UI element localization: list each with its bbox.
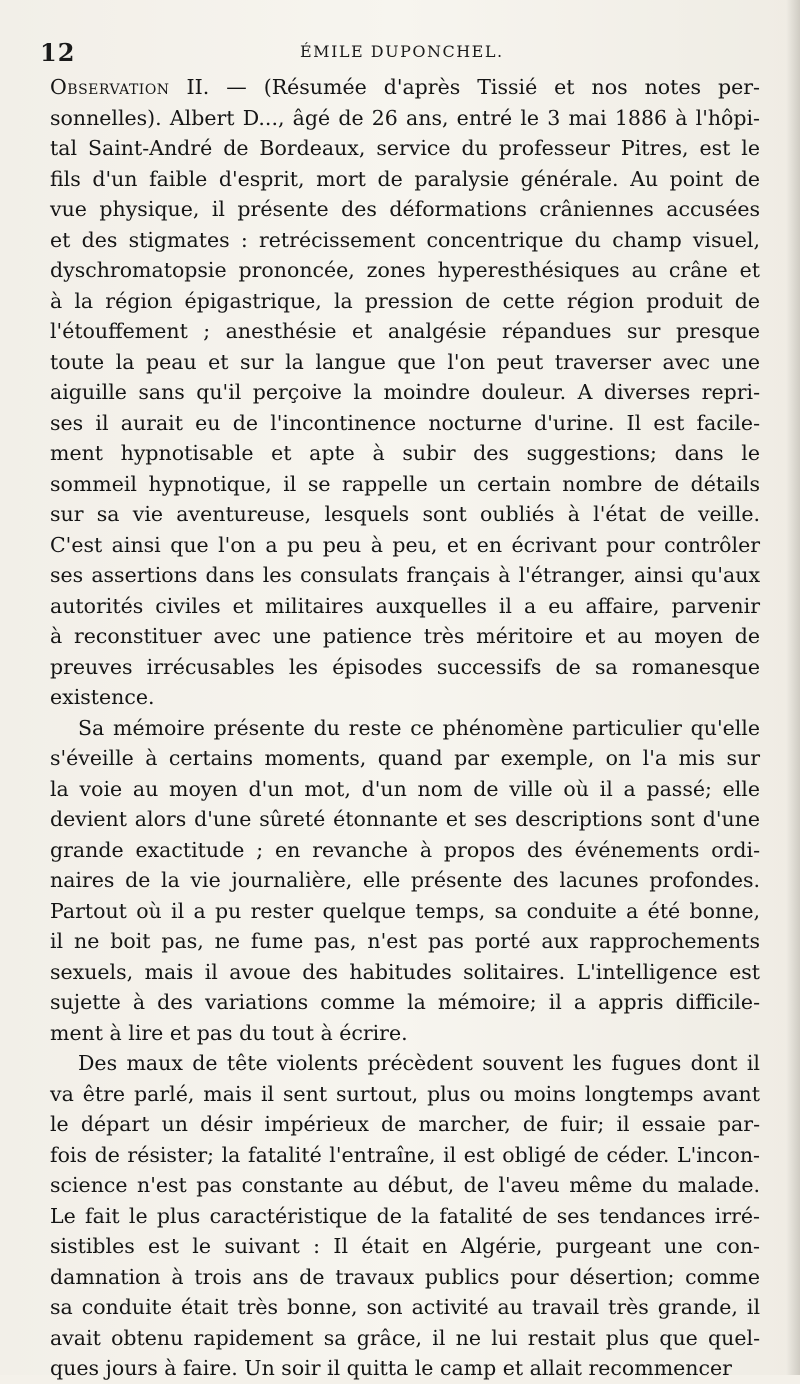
page-gutter-shadow: [786, 0, 800, 1375]
running-title: ÉMILE DUPONCHEL.: [300, 42, 504, 61]
text-line: avait obtenu rapidement sa grâce, il ne lui restait plus que quel-: [50, 1325, 760, 1350]
text-line: ses assertions dans les consulats français à l'étranger, ainsi qu'aux: [50, 563, 760, 587]
text-line: ment hypnotisable et apte à subir des suggestions; dans le: [50, 441, 760, 465]
text-line: preuves irrécusables les épisodes successifs de sa romanesque: [50, 654, 760, 679]
text-line: Observation II. — (Résumée d'après Tissié et nos notes per-: [50, 75, 760, 99]
observation-label: Observation: [50, 75, 170, 99]
text-line: à la région épigastrique, la pression de cette région produit de: [50, 288, 760, 313]
text-line: Partout où il a pu rester quelque temps, sa conduite a été bonne,: [50, 898, 760, 923]
text-line: ment à lire et pas du tout à écrire.: [50, 1020, 408, 1045]
text-line: le départ un désir impérieux de marcher, de fuir; il essaie par-: [50, 1112, 760, 1136]
text-line: dyschromatopsie prononcée, zones hyperesthésiques au crâne et: [50, 258, 760, 282]
text-line: autorités civiles et militaires auxquelles il a eu affaire, parvenir: [50, 593, 760, 618]
page-number: 12: [40, 38, 76, 67]
text-line: toute la peau et sur la langue que l'on peut traverser avec une: [50, 349, 760, 374]
text-line: vue physique, il présente des déformations crâniennes accusées: [50, 197, 760, 221]
text-line: Sa mémoire présente du reste ce phénomène particulier qu'elle: [78, 715, 760, 740]
text-line: science n'est pas constante au début, de l'aveu même du malade.: [50, 1173, 760, 1197]
text-line: fois de résister; la fatalité l'entraîne, il est obligé de céder. L'incon-: [50, 1142, 760, 1167]
paragraph: [50, 1048, 760, 1384]
text-line: Le fait le plus caractéristique de la fatalité de ses tendances irré-: [50, 1203, 760, 1228]
text-line: sonnelles). Albert D..., âgé de 26 ans, entré le 3 mai 1886 à l'hôpi-: [50, 105, 760, 130]
text-line: et des stigmates : retrécissement concentrique du champ visuel,: [50, 227, 760, 252]
text-line: il ne boit pas, ne fume pas, n'est pas porté aux rapprochements: [50, 929, 760, 953]
text-line: sexuels, mais il avoue des habitudes solitaires. L'intelligence est: [50, 959, 760, 984]
text-line: s'éveille à certains moments, quand par exemple, on l'a mis sur: [50, 746, 760, 770]
text-line: Des maux de tête violents précèdent souvent les fugues dont il: [78, 1051, 760, 1075]
running-header: [40, 38, 760, 68]
text-line: va être parlé, mais il sent surtout, plus ou moins longtemps avant: [50, 1081, 760, 1106]
text-line: devient alors d'une sûreté étonnante et ses descriptions sont d'une: [50, 807, 760, 831]
text-line: tal Saint-André de Bordeaux, service du professeur Pitres, est le: [50, 136, 760, 160]
paragraph: [50, 72, 760, 713]
text-line: damnation à trois ans de travaux publics pour désertion; comme: [50, 1264, 760, 1289]
text-line: naires de la vie journalière, elle présente des lacunes profondes.: [50, 868, 760, 892]
text-line: ses il aurait eu de l'incontinence nocturne d'urine. Il est facile-: [50, 410, 760, 435]
text-line: aiguille sans qu'il perçoive la moindre douleur. A diverses repri-: [50, 380, 760, 404]
text-line: fils d'un faible d'esprit, mort de paralysie générale. Au point de: [50, 166, 760, 191]
text-line: l'étouffement ; anesthésie et analgésie répandues sur presque: [50, 319, 760, 343]
text-line: sommeil hypnotique, il se rappelle un certain nombre de détails: [50, 471, 760, 496]
paragraph: [50, 713, 760, 1049]
text-line: la voie au moyen d'un mot, d'un nom de ville où il a passé; elle: [50, 776, 760, 801]
text-line: sujette à des variations comme la mémoire; il a appris difficile-: [50, 990, 760, 1014]
text-line: existence.: [50, 685, 155, 709]
text-line: sur sa vie aventureuse, lesquels sont oubliés à l'état de veille.: [50, 502, 760, 526]
text-line: C'est ainsi que l'on a pu peu à peu, et en écrivant pour contrôler: [50, 532, 760, 557]
text-line: ques jours à faire. Un soir il quitta le camp et allait recommencer: [50, 1356, 732, 1380]
text-line: grande exactitude ; en revanche à propos des événements ordi-: [50, 837, 760, 862]
body-text: [50, 72, 760, 1384]
text-line: sa conduite était très bonne, son activité au travail très grande, il: [50, 1295, 760, 1319]
text-line: à reconstituer avec une patience très méritoire et au moyen de: [50, 624, 760, 648]
text-line: sistibles est le suivant : Il était en Algérie, purgeant une con-: [50, 1234, 760, 1258]
